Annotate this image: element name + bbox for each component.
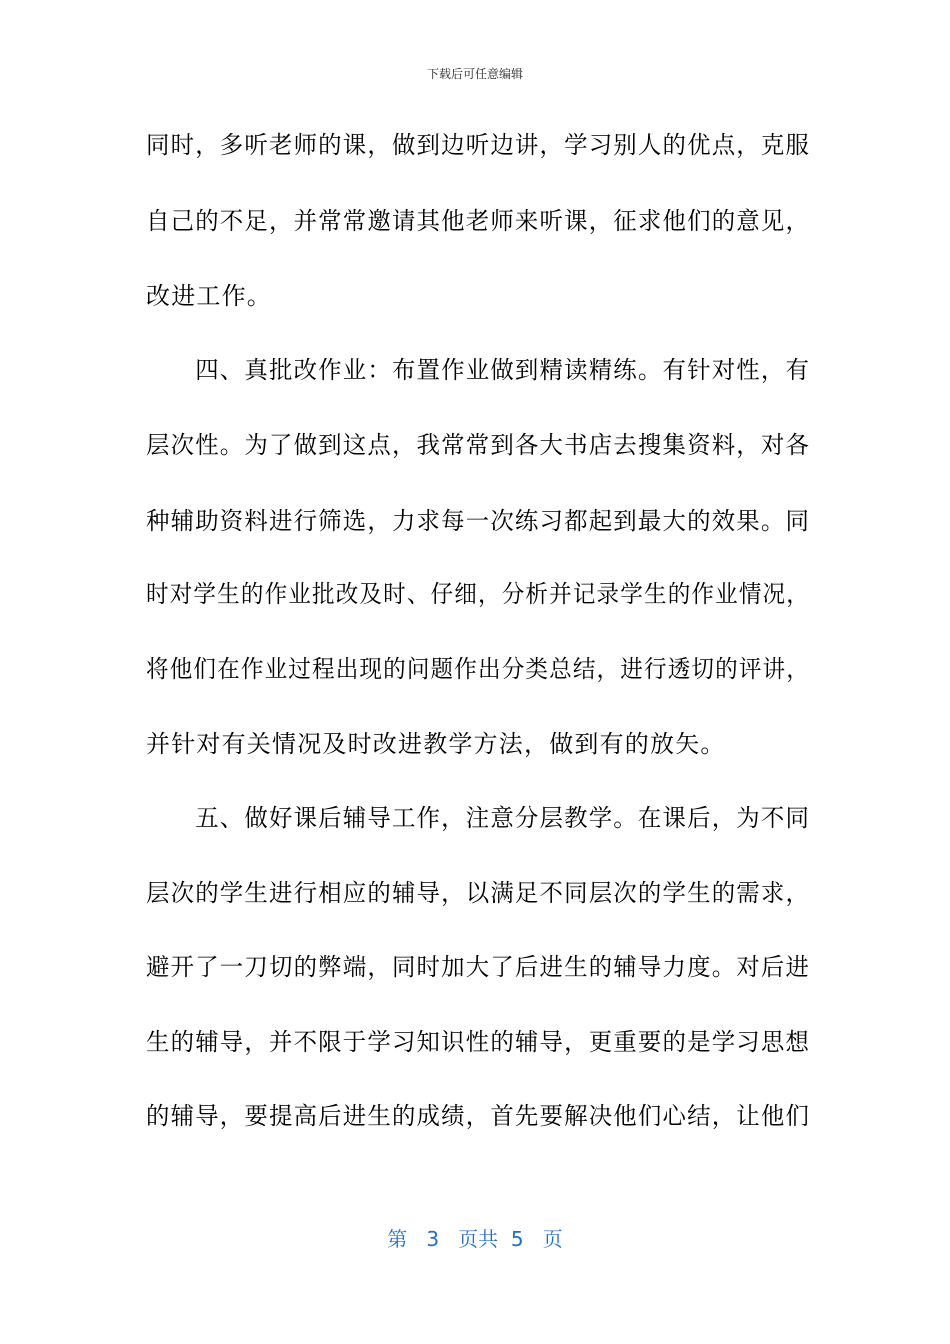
text-line: 将他们在作业过程出现的问题作出分类总结，进行透切的评讲， (146, 655, 810, 683)
text-line: 时对学生的作业批改及时、仔细，分析并记录学生的作业情况， (146, 580, 810, 608)
page-footer (0, 1226, 950, 1252)
footer-prefix: 第 (387, 1227, 408, 1251)
text-line: 层次的学生进行相应的辅导，以满足不同层次的学生的需求， (146, 879, 811, 907)
header-note: 下载后可任意编辑 (426, 67, 523, 81)
footer-suffix: 页 (542, 1227, 563, 1251)
current-page-number: 3 (426, 1227, 440, 1251)
text-line: 并针对有关情况及时改进教学方法，做到有的放矢。 (146, 730, 726, 758)
text-line: 五、做好课后辅导工作，注意分层教学。在课后，为不同 (146, 804, 811, 832)
text-line: 的辅导，要提高后进生的成绩，首先要解决他们心结，让他们 (146, 1102, 811, 1130)
text-line: 避开了一刀切的弊端，同时加大了后进生的辅导力度。对后进 (146, 953, 811, 981)
text-line: 层次性。为了做到这点，我常常到各大书店去搜集资料，对各 (146, 431, 811, 459)
text-line: 四、真批改作业：布置作业做到精读精练。有针对性，有 (146, 356, 811, 384)
text-line: 改进工作。 (146, 282, 272, 310)
total-pages-number: 5 (510, 1227, 524, 1251)
text-line: 自己的不足，并常常邀请其他老师来听课，征求他们的意见， (146, 207, 811, 235)
text-line: 同时，多听老师的课，做到边听边讲，学习别人的优点，克服 (146, 131, 811, 159)
text-line: 生的辅导，并不限于学习知识性的辅导，更重要的是学习思想 (146, 1028, 811, 1056)
text-line: 种辅助资料进行筛选，力求每一次练习都起到最大的效果。同 (146, 507, 811, 535)
footer-middle: 页共 (458, 1227, 499, 1251)
